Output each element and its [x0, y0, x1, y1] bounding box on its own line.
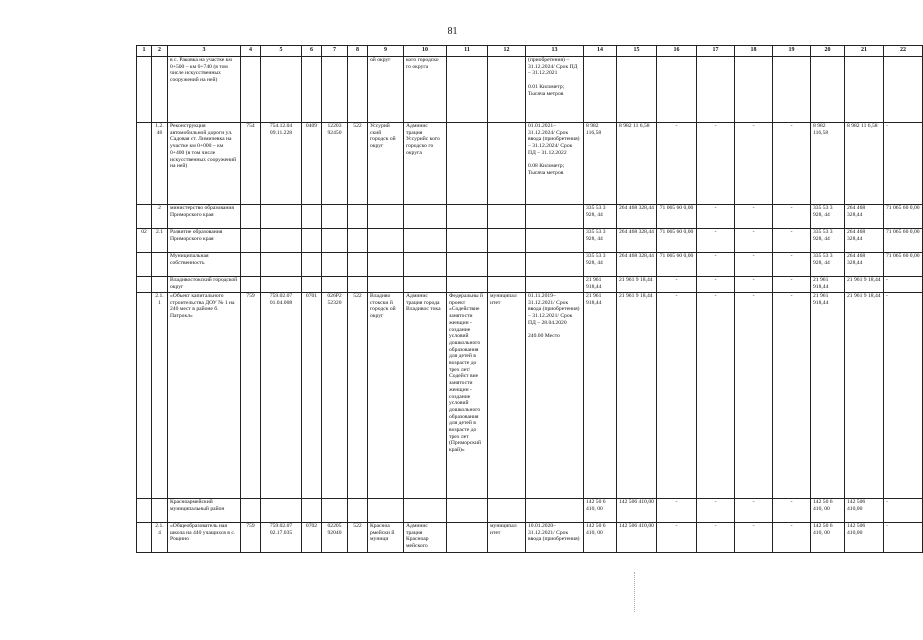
- table-cell: [302, 253, 322, 277]
- page-number: 81: [447, 26, 458, 37]
- table-cell: [488, 499, 526, 523]
- table-cell: [152, 57, 168, 123]
- table-cell: -: [884, 293, 923, 499]
- table-cell: 335 53 3 928, 44: [811, 205, 845, 229]
- table-cell: -: [697, 123, 735, 205]
- table-cell: 522: [348, 123, 368, 205]
- table-cell: [241, 229, 261, 253]
- table-cell: 8 982 116,58: [584, 123, 617, 205]
- column-header: 5: [261, 46, 302, 57]
- table-cell: 759: [241, 293, 261, 499]
- table-cell: 71 065 60 0,00: [884, 253, 923, 277]
- table-cell: [447, 253, 488, 277]
- table-cell: 754.12.04 09.11.228: [261, 123, 302, 205]
- table-cell: 71 065 60 0,00: [657, 205, 697, 229]
- table-cell: [137, 205, 152, 229]
- table-cell: [302, 205, 322, 229]
- table-cell: 8 982 11 6,58: [845, 123, 884, 205]
- table-cell: -: [697, 523, 735, 553]
- table-cell: 2.1: [152, 229, 168, 253]
- table-cell: [302, 229, 322, 253]
- column-header: 9: [368, 46, 404, 57]
- table-cell: [735, 57, 773, 123]
- table-cell: 8 982 116,58: [811, 123, 845, 205]
- table-cell: [261, 499, 302, 523]
- table-cell: -: [735, 499, 773, 523]
- table-cell: 264 468 328,44: [845, 229, 884, 253]
- table-cell: [526, 253, 584, 277]
- table-cell: -: [773, 523, 811, 553]
- table-row: [137, 499, 923, 523]
- table-cell: [322, 57, 348, 123]
- table-cell: 142 506 410,00: [617, 523, 657, 553]
- table-row: [137, 293, 923, 499]
- table-cell: -: [697, 293, 735, 499]
- table-cell: 142 50 6 410, 00: [584, 499, 617, 523]
- table-cell: 21 961 9 18,44: [617, 277, 657, 293]
- table-cell: [137, 499, 152, 523]
- column-header: 14: [584, 46, 617, 57]
- table-cell: [152, 253, 168, 277]
- table-cell: 8 982 11 6,58: [617, 123, 657, 205]
- table-cell: [697, 57, 735, 123]
- table-cell: 2.1. 1: [152, 293, 168, 499]
- table-cell: -: [773, 205, 811, 229]
- table-cell: -: [657, 123, 697, 205]
- table-cell: [526, 229, 584, 253]
- table-cell: 02: [137, 229, 152, 253]
- investment-objects-table: [136, 45, 923, 553]
- table-cell: муниципал итет: [488, 293, 526, 499]
- table-cell: [447, 523, 488, 553]
- column-header: 6: [302, 46, 322, 57]
- table-cell: [348, 229, 368, 253]
- table-cell: 2: [152, 205, 168, 229]
- table-cell: -: [697, 253, 735, 277]
- table-cell: [447, 205, 488, 229]
- table-cell: [368, 205, 404, 229]
- table-cell: [137, 523, 152, 553]
- table-cell: [322, 499, 348, 523]
- table-cell: 759: [241, 523, 261, 553]
- table-cell: «Объект капитального строительства ДОУ № 1 на 240 мест в районе б. Патрокл»: [168, 293, 241, 499]
- table-cell: (приобретения) – 31.12.2024/ Срок ПД – 31.12.2021 0.01 Километр; Тысяча метров: [526, 57, 584, 123]
- table-cell: 142 50 6 410, 00: [811, 523, 845, 553]
- table-cell: 335 53 3 928, 44: [584, 205, 617, 229]
- table-cell: [488, 205, 526, 229]
- table-cell: -: [773, 253, 811, 277]
- table-cell: [773, 57, 811, 123]
- table-cell: -: [773, 277, 811, 293]
- table-cell: [348, 205, 368, 229]
- table-cell: «Общеобразователь ная школа на 440 учащихся в с. Рощино: [168, 523, 241, 553]
- table-cell: 0702: [302, 523, 322, 553]
- table-cell: -: [735, 523, 773, 553]
- column-header: 22: [884, 46, 923, 57]
- table-cell: [526, 205, 584, 229]
- table-cell: [241, 205, 261, 229]
- table-cell: 142 506 410,00: [617, 499, 657, 523]
- table-cell: -: [773, 123, 811, 205]
- table-cell: министерство образования Приморского края: [168, 205, 241, 229]
- table-cell: [404, 205, 447, 229]
- table-cell: [368, 253, 404, 277]
- table-cell: 142 506 410,00: [845, 523, 884, 553]
- column-header: 13: [526, 46, 584, 57]
- table-cell: [348, 57, 368, 123]
- table-cell: Красноармейский муниципальный район: [168, 499, 241, 523]
- table-cell: -: [773, 293, 811, 499]
- column-header: 15: [617, 46, 657, 57]
- column-header: 18: [735, 46, 773, 57]
- table-cell: 335 53 3 928, 44: [811, 229, 845, 253]
- column-header: 10: [404, 46, 447, 57]
- table-cell: 026P2 52320: [322, 293, 348, 499]
- table-cell: 754: [241, 123, 261, 205]
- table-row: [137, 277, 923, 293]
- table-cell: 759.02.07 02.17.035: [261, 523, 302, 553]
- table-cell: [261, 205, 302, 229]
- table-cell: 01.01.2021– 31.12.2024/ Срок ввода (приобретения) – 31.12.2024/ Срок ПД – 31.12.2022 0.08 Километр; Тысяча метров: [526, 123, 584, 205]
- table-cell: [368, 229, 404, 253]
- table-cell: [526, 499, 584, 523]
- column-header: 4: [241, 46, 261, 57]
- table-cell: [302, 57, 322, 123]
- table-cell: -: [773, 229, 811, 253]
- table-row: [137, 229, 923, 253]
- table-cell: -: [735, 293, 773, 499]
- table-cell: -: [735, 123, 773, 205]
- table-cell: Муниципальная собственность: [168, 253, 241, 277]
- table-cell: [884, 57, 923, 123]
- column-header: 17: [697, 46, 735, 57]
- table-cell: 142 50 6 410, 00: [584, 523, 617, 553]
- table-cell: -: [735, 205, 773, 229]
- table-cell: -: [884, 277, 923, 293]
- table-cell: [241, 499, 261, 523]
- table-cell: [261, 57, 302, 123]
- table-cell: -: [657, 277, 697, 293]
- table-cell: [137, 57, 152, 123]
- table-cell: [137, 123, 152, 205]
- table-cell: [322, 277, 348, 293]
- table-cell: [447, 499, 488, 523]
- table-cell: в с. Раковка на участке км 0+500 – км 0+740 (в том числе искусственных сооружений на ней): [168, 57, 241, 123]
- table-cell: 71 065 60 0,00: [884, 229, 923, 253]
- table-cell: [447, 123, 488, 205]
- table-cell: -: [657, 499, 697, 523]
- table-cell: 12203 92450: [322, 123, 348, 205]
- table-cell: [261, 253, 302, 277]
- table-cell: [137, 277, 152, 293]
- table-cell: [488, 57, 526, 123]
- table-row: [137, 523, 923, 553]
- table-cell: -: [773, 499, 811, 523]
- table-cell: 21 961 918,44: [811, 277, 845, 293]
- table-cell: -: [697, 229, 735, 253]
- table-cell: 71 065 60 0,00: [657, 253, 697, 277]
- table-cell: Реконструкция автомобильной дороги ул. Садовая ст. Лимичевка на участке км 0+000 – км 0+400 (в том числе искусственных сооружений на ней): [168, 123, 241, 205]
- table-cell: 71 065 60 0,00: [884, 205, 923, 229]
- table-cell: [447, 277, 488, 293]
- table-cell: 264 468 328,44: [845, 253, 884, 277]
- table-cell: 522: [348, 293, 368, 499]
- table-cell: [657, 57, 697, 123]
- table-cell: [584, 57, 617, 123]
- table-cell: [261, 277, 302, 293]
- table-cell: [488, 253, 526, 277]
- table-cell: 0409: [302, 123, 322, 205]
- table-cell: [152, 277, 168, 293]
- table-row: [137, 253, 923, 277]
- table-cell: [368, 499, 404, 523]
- table-cell: [322, 253, 348, 277]
- column-header: 3: [168, 46, 241, 57]
- header-row: [137, 46, 923, 57]
- table-row: [137, 123, 923, 205]
- table-cell: 335 53 3 928, 44: [811, 253, 845, 277]
- column-header: 7: [322, 46, 348, 57]
- table-cell: [322, 229, 348, 253]
- table-cell: -: [657, 293, 697, 499]
- table-cell: -: [697, 205, 735, 229]
- column-header: 12: [488, 46, 526, 57]
- table-cell: [302, 277, 322, 293]
- table-cell: 21 961 918,44: [584, 277, 617, 293]
- table-cell: [404, 253, 447, 277]
- table-cell: 10.01.2020– 31.12.2021/ Срок ввода (приобретения): [526, 523, 584, 553]
- table-cell: -: [697, 499, 735, 523]
- table-cell: 759.02.07 01.04.008: [261, 293, 302, 499]
- table-cell: 21 961 9 18,44: [845, 293, 884, 499]
- table-cell: [137, 253, 152, 277]
- table-cell: [447, 57, 488, 123]
- table-cell: [617, 57, 657, 123]
- column-header: 11: [447, 46, 488, 57]
- table-cell: 71 065 60 0,00: [657, 229, 697, 253]
- column-header: 16: [657, 46, 697, 57]
- table-cell: [488, 277, 526, 293]
- table-cell: [404, 499, 447, 523]
- table-cell: 1.2. 46: [152, 123, 168, 205]
- table-cell: [488, 123, 526, 205]
- table-cell: Федеральны й проект «Содействие занятости женщин - создание условий дошкольного образования для детей в возрасте до трех лет/Содейст вие занятости женщин - создание условий дошкольного образования для детей в возрасте до трех лет (Приморский край)»: [447, 293, 488, 499]
- table-cell: [404, 229, 447, 253]
- table-cell: кого городско го округа: [404, 57, 447, 123]
- table-body: [137, 57, 923, 553]
- column-header: 2: [152, 46, 168, 57]
- table-cell: 02205 92040: [322, 523, 348, 553]
- table-row: [137, 205, 923, 229]
- table-cell: [488, 229, 526, 253]
- table-cell: 522: [348, 523, 368, 553]
- table-cell: ой округ: [368, 57, 404, 123]
- table-cell: 142 50 6 410, 00: [811, 499, 845, 523]
- table-cell: [152, 499, 168, 523]
- table-cell: 264 468 328,44: [845, 205, 884, 229]
- table-cell: -: [697, 277, 735, 293]
- table-cell: [811, 57, 845, 123]
- table-cell: 21 961 918,44: [584, 293, 617, 499]
- table-cell: -: [884, 499, 923, 523]
- table-cell: 21 961 9 18,44: [845, 277, 884, 293]
- table-cell: -: [735, 253, 773, 277]
- table-cell: [137, 293, 152, 499]
- table-cell: Развитие образования Приморского края: [168, 229, 241, 253]
- table-cell: Красноа рмейски й муници: [368, 523, 404, 553]
- table-cell: Владиво стокски й городск ой округ: [368, 293, 404, 499]
- column-header: 19: [773, 46, 811, 57]
- table-cell: -: [657, 523, 697, 553]
- table-cell: Уссурий ский городск ой округ: [368, 123, 404, 205]
- table-cell: 335 53 3 928, 44: [584, 253, 617, 277]
- table-cell: 335 53 3 928, 44: [584, 229, 617, 253]
- table-cell: [348, 253, 368, 277]
- table-cell: [348, 277, 368, 293]
- table-cell: 21 961 9 18,44: [617, 293, 657, 499]
- table-cell: Админис трация Уссурийс кого городско го округа: [404, 123, 447, 205]
- table-cell: [404, 277, 447, 293]
- table-row: [137, 57, 923, 123]
- table-cell: [447, 229, 488, 253]
- table-cell: Владивостокский городской округ: [168, 277, 241, 293]
- table-cell: 21 961 918,44: [811, 293, 845, 499]
- table-cell: [261, 229, 302, 253]
- column-header: 1: [137, 46, 152, 57]
- table-cell: [368, 277, 404, 293]
- table-cell: 142 506 410,00: [845, 499, 884, 523]
- table-cell: [845, 57, 884, 123]
- table-cell: -: [735, 277, 773, 293]
- table-cell: 264 468 328,44: [617, 205, 657, 229]
- scan-artifact: [634, 572, 636, 612]
- table-cell: муниципал итет: [488, 523, 526, 553]
- table-cell: 264 468 328,44: [617, 229, 657, 253]
- column-header: 8: [348, 46, 368, 57]
- table-cell: 2.1. 4: [152, 523, 168, 553]
- table-cell: -: [735, 229, 773, 253]
- column-header: 20: [811, 46, 845, 57]
- table-cell: Админис трация города Владивос тока: [404, 293, 447, 499]
- table-cell: [526, 277, 584, 293]
- table-cell: 264 468 328,44: [617, 253, 657, 277]
- table-cell: 01.11.2019– 31.12.2021/ Срок ввода (приобретения) – 31.12.2021/ Срок ПД – 28.04.2020 240.00 Место: [526, 293, 584, 499]
- table-cell: [302, 499, 322, 523]
- table-cell: Админис трация Красноар мейского: [404, 523, 447, 553]
- table-cell: -: [884, 523, 923, 553]
- table-cell: [241, 253, 261, 277]
- table-cell: [241, 57, 261, 123]
- table-cell: 0701: [302, 293, 322, 499]
- table-cell: [322, 205, 348, 229]
- table-cell: [348, 499, 368, 523]
- table-cell: -: [884, 123, 923, 205]
- table-cell: [241, 277, 261, 293]
- column-header: 21: [845, 46, 884, 57]
